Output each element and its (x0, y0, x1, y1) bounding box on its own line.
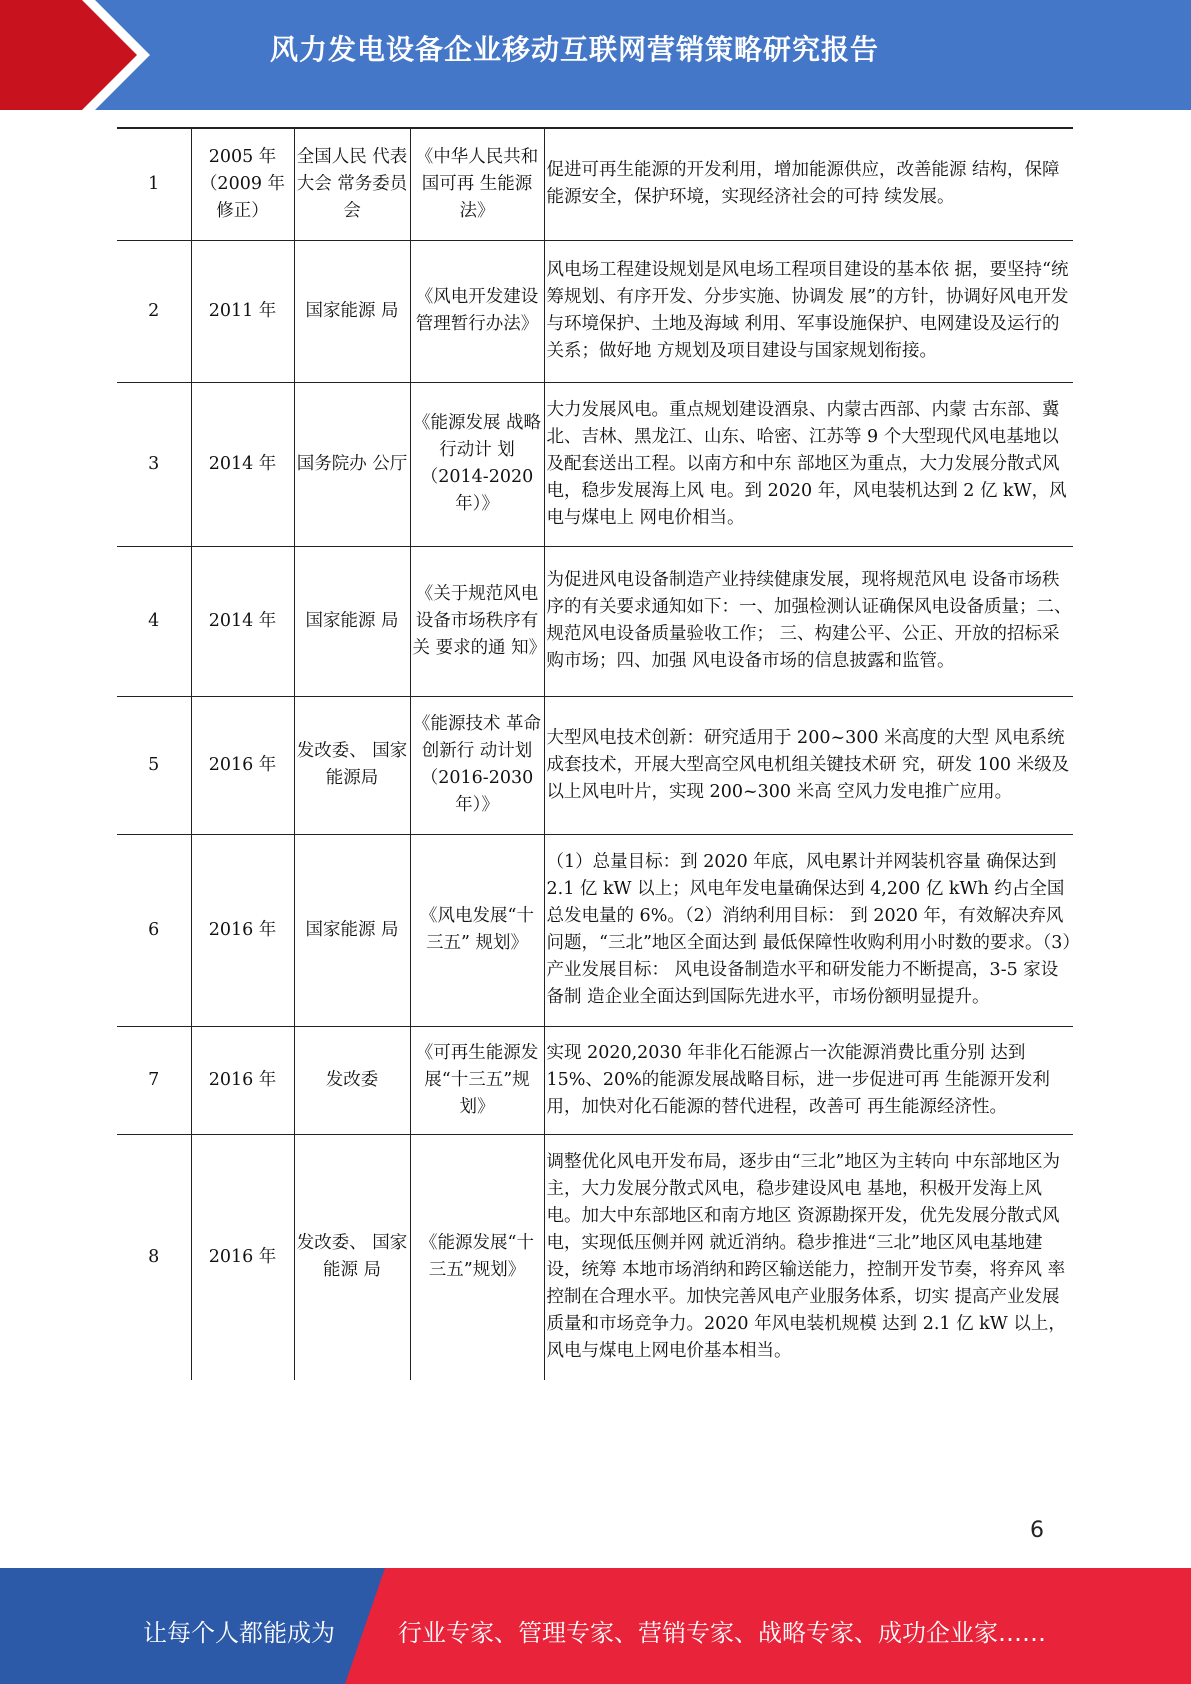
cell-no: 7 (148, 1069, 160, 1090)
cell-no: 3 (148, 453, 160, 474)
cell-issuer: 发改委、 国家能源 局 (294, 1134, 410, 1380)
cell-year: 2016 年 (191, 1026, 294, 1134)
cell-year: 2014 年 (191, 382, 294, 546)
cell-content: 调整优化风电开发布局，逐步由“三北”地区为主转向 中东部地区为主，大力发展分散式风电，稳步建设风电 基地，积极开发海上风电。加大中东部地区和南方地区 资源勘探开发，优先发展分散式风电，实现低压侧并网 就近消纳。稳步推进“三北”地区风电基地建设，统筹 本地市场消纳和跨区输送能力，控制开发节奏，将弃风 率控制在合理水平。加快完善风电产业服务体系，切实 提高产业发展质量和市场竞争力。2020 年风电装机规模 达到 2.1 亿 kW 以上，风电与煤电上网电价基本相当。 (544, 1134, 1073, 1380)
cell-content: 促进可再生能源的开发利用，增加能源供应，改善能源 结构，保障能源安全，保护环境，实现经济社会的可持 续发展。 (544, 128, 1073, 240)
cell-no: 6 (148, 919, 160, 940)
cell-content: 为促进风电设备制造产业持续健康发展，现将规范风电 设备市场秩序的有关要求通知如下：一、加强检测认证确保风电设备质量；二、规范风电设备质量验收工作； 三、构建公平、公正、开放的招标采购市场；四、加强 风电设备市场的信息披露和监管。 (544, 546, 1073, 696)
cell-issuer: 国家能源 局 (294, 240, 410, 382)
policy-table (117, 127, 1073, 1380)
policy-table-container (117, 127, 1073, 1380)
cell-no: 5 (148, 754, 160, 775)
cell-issuer: 发改委、 国家能源局 (294, 696, 410, 834)
cell-year: 2014 年 (191, 546, 294, 696)
cell-document: 《能源技术 革命创新行 动计划（2016-2030 年）》 (410, 696, 544, 834)
cell-document: 《能源发展 战略行动计 划（2014-2020 年）》 (410, 382, 544, 546)
document-title: 风力发电设备企业移动互联网营销策略研究报告 (270, 33, 880, 66)
table-row (117, 128, 1073, 240)
cell-no: 1 (148, 173, 160, 194)
page-footer (0, 1568, 1191, 1684)
table-row (117, 834, 1073, 1026)
cell-document: 《风电开发建设管理暂行办法》 (410, 240, 544, 382)
table-row (117, 382, 1073, 546)
cell-issuer: 国家能源 局 (294, 834, 410, 1026)
cell-year: 2016 年 (191, 1134, 294, 1380)
cell-document: 《可再生能源发展“十三五”规 划》 (410, 1026, 544, 1134)
cell-issuer: 国务院办 公厅 (294, 382, 410, 546)
table-row (117, 546, 1073, 696)
cell-document: 《风电发展“十三五” 规划》 (410, 834, 544, 1026)
page-number: 6 (1030, 1518, 1044, 1543)
cell-content: 实现 2020,2030 年非化石能源占一次能源消费比重分别 达到 15%、20%的能源发展战略目标，进一步促进可再 生能源开发利用，加快对化石能源的替代进程，改善可 再生能源经济性。 (544, 1026, 1073, 1134)
cell-no: 2 (148, 300, 160, 321)
cell-content: 大力发展风电。重点规划建设酒泉、内蒙古西部、内蒙 古东部、冀北、吉林、黑龙江、山东、哈密、江苏等 9 个大型现代风电基地以及配套送出工程。以南方和中东 部地区为重点，大力发展分散式风电，稳步发展海上风 电。到 2020 年，风电装机达到 2 亿 kW，风电与煤电上 网电价相当。 (544, 382, 1073, 546)
cell-content: （1）总量目标：到 2020 年底，风电累计并网装机容量 确保达到 2.1 亿 kW 以上；风电年发电量确保达到 4,200 亿 kWh 约占全国总发电量的 6%。（2）消纳利用目标： 到 2020 年，有效解决弃风问题，“三北”地区全面达到 最低保障性收购利用小时数的要求。（3）产业发展目标： 风电设备制造水平和研发能力不断提高，3-5 家设备制 造企业全面达到国际先进水平，市场份额明显提升。 (544, 834, 1073, 1026)
cell-no: 4 (148, 610, 160, 631)
header-arrow-decoration (0, 0, 150, 110)
footer-slogan-right: 行业专家、管理专家、营销专家、战略专家、成功企业家…… (398, 1619, 1046, 1647)
table-row (117, 1134, 1073, 1380)
cell-year: 2016 年 (191, 696, 294, 834)
footer-slogan-left: 让每个人都能成为 (143, 1619, 335, 1647)
cell-year: 2016 年 (191, 834, 294, 1026)
cell-content: 大型风电技术创新：研究适用于 200~300 米高度的大型 风电系统成套技术，开展大型高空风电机组关键技术研 究，研发 100 米级及以上风电叶片，实现 200~300 米高 空风力发电推广应用。 (544, 696, 1073, 834)
cell-issuer: 全国人民 代表大会 常务委员会 (294, 128, 410, 240)
cell-year: 2005 年（2009 年修正） (191, 128, 294, 240)
table-row (117, 696, 1073, 834)
cell-content: 风电场工程建设规划是风电场工程项目建设的基本依 据，要坚持“统筹规划、有序开发、分步实施、协调发 展”的方针，协调好风电开发与环境保护、土地及海域 利用、军事设施保护、电网建设及运行的关系；做好地 方规划及项目建设与国家规划衔接。 (544, 240, 1073, 382)
table-row (117, 1026, 1073, 1134)
page-header (0, 0, 1191, 110)
cell-year: 2011 年 (191, 240, 294, 382)
cell-document: 《中华人民共和国可再 生能源法》 (410, 128, 544, 240)
cell-issuer: 国家能源 局 (294, 546, 410, 696)
cell-issuer: 发改委 (294, 1026, 410, 1134)
cell-document: 《能源发展“十三五”规划》 (410, 1134, 544, 1380)
cell-no: 8 (148, 1246, 160, 1267)
table-row (117, 240, 1073, 382)
cell-document: 《关于规范风电设备市场秩序有关 要求的通 知》 (410, 546, 544, 696)
